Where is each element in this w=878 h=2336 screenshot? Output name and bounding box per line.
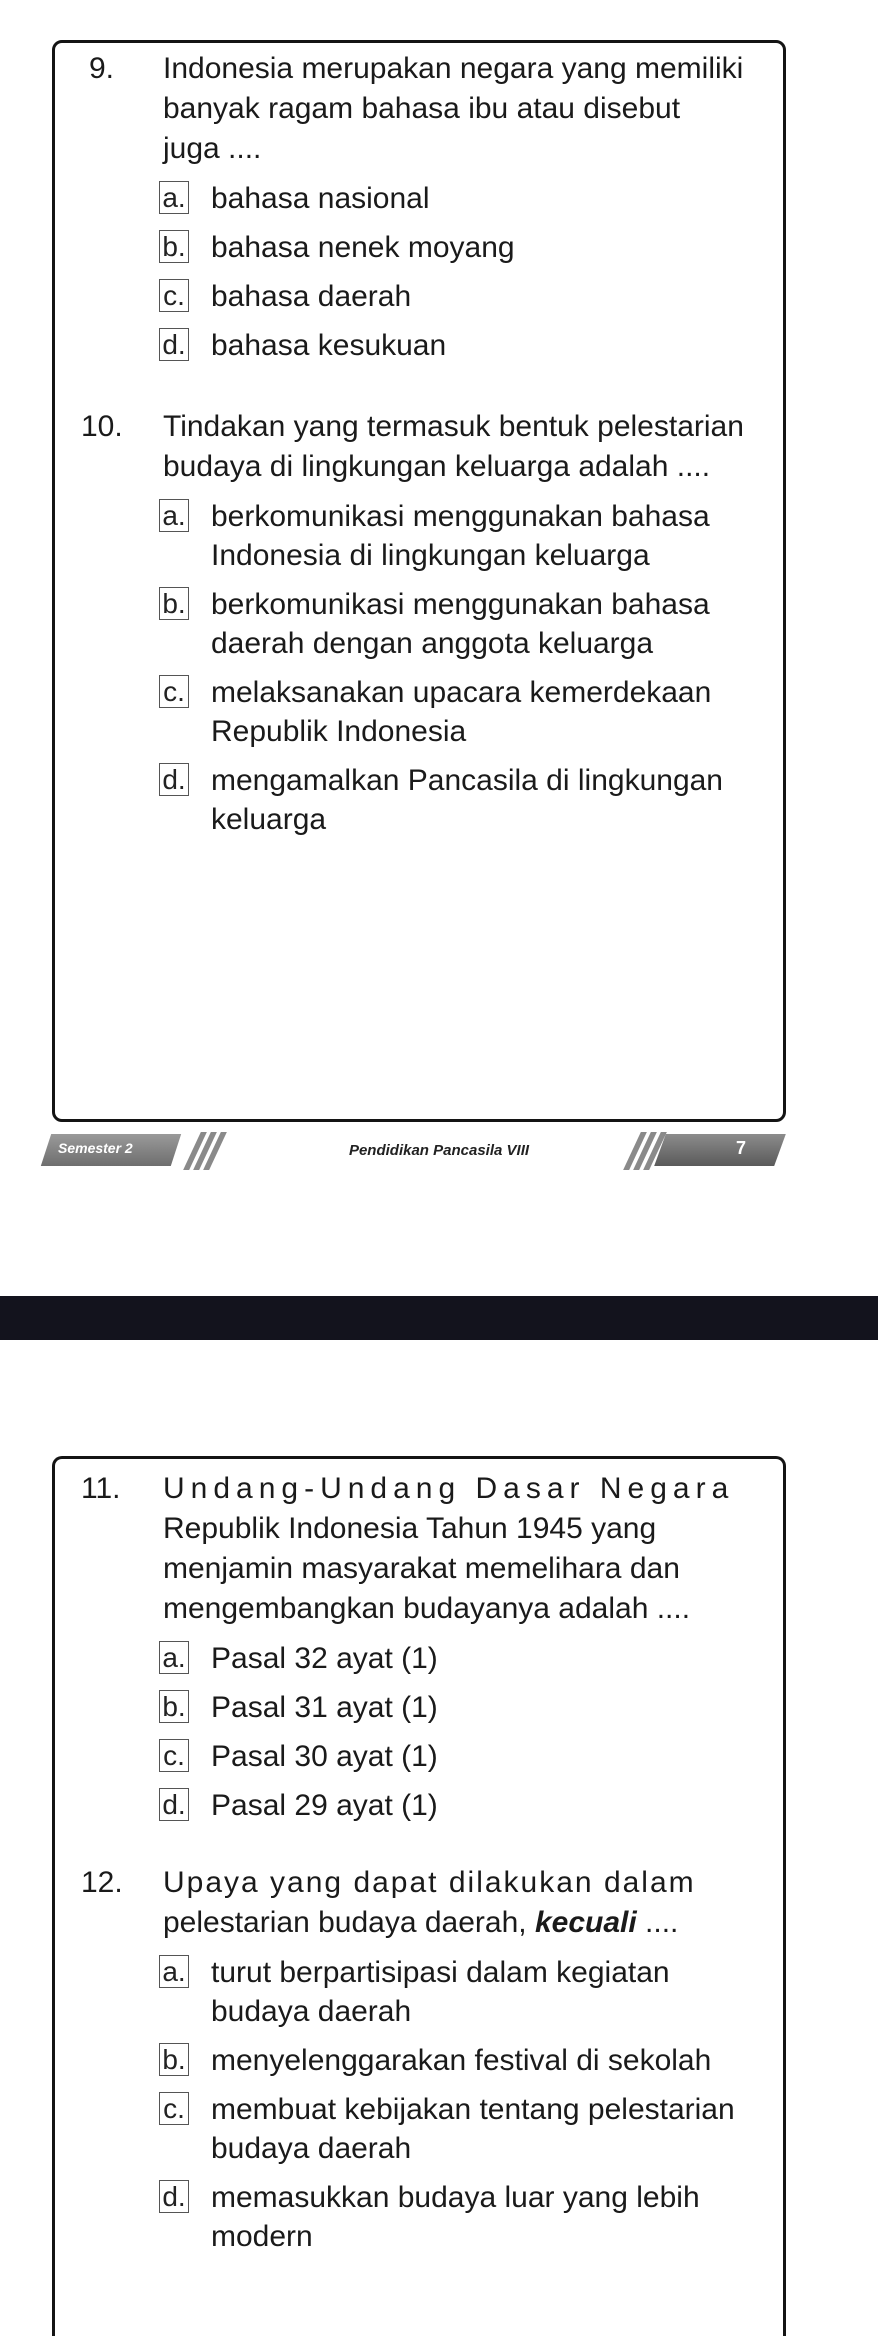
option-text: Pasal 29 ayat (1) [211,1789,438,1822]
option-letter-box: d. [159,1788,189,1821]
option-a[interactable] [55,1953,783,2031]
question-number: 11. [81,1472,121,1505]
option-b[interactable] [55,585,783,663]
question-11 [55,1469,783,1825]
option-a[interactable] [55,1639,783,1678]
option-letter-box: b. [159,1690,189,1723]
option-letter-box: b. [159,2043,189,2076]
option-b[interactable] [55,2041,783,2080]
book-title: Pendidikan Pancasila VIII [348,1142,530,1159]
stem-line: Indonesia merupakan negara yang memiliki [163,52,744,85]
option-letter-box: a. [159,1641,189,1674]
option-letter-box: a. [159,181,189,214]
option-text: bahasa daerah [211,280,412,313]
stem-line: Undang-Undang Dasar Negara [163,1472,735,1505]
option-letter-box: c. [159,2092,189,2125]
option-letter-box: d. [159,328,189,361]
question-10-stem [55,407,783,487]
option-text-line: berkomunikasi menggunakan bahasa [211,588,710,621]
option-text-line: berkomunikasi menggunakan bahasa [211,500,710,533]
stem-text: pelestarian budaya daerah, [163,1906,535,1939]
option-text: Pasal 31 ayat (1) [211,1691,438,1724]
option-letter-box: d. [159,763,189,796]
option-c[interactable] [55,277,783,316]
option-text-line: membuat kebijakan tentang pelestarian [211,2093,735,2126]
option-letter-box: d. [159,2180,189,2213]
option-text: bahasa nasional [211,182,430,215]
stem-line: mengembangkan budayanya adalah .... [163,1592,691,1625]
question-12 [55,1863,783,2256]
option-a[interactable] [55,497,783,575]
question-9 [55,49,783,365]
question-10 [55,407,783,839]
option-d[interactable] [55,761,783,839]
option-b[interactable] [55,228,783,267]
option-text: Pasal 30 ayat (1) [211,1740,438,1773]
stem-line: Tindakan yang termasuk bentuk pelestarian [163,410,744,443]
option-text-line: modern [211,2220,313,2253]
stem-line: banyak ragam bahasa ibu atau disebut [163,92,681,125]
option-text: Pasal 32 ayat (1) [211,1642,438,1675]
option-letter-box: c. [159,279,189,312]
stem-line: budaya di lingkungan keluarga adalah .... [163,450,711,483]
question-11-stem [55,1469,783,1629]
option-letter-box: b. [159,230,189,263]
page-footer [0,1126,878,1166]
emphasis-kecuali: kecuali [534,1906,637,1939]
option-c[interactable] [55,2090,783,2168]
option-d[interactable] [55,326,783,365]
option-b[interactable] [55,1688,783,1727]
option-d[interactable] [55,1786,783,1825]
page-number-tab [654,1134,786,1166]
semester-label: Semester 2 [58,1140,133,1156]
option-text-line: menyelenggarakan festival di sekolah [211,2044,712,2077]
option-c[interactable] [55,1737,783,1776]
stem-line: juga .... [163,132,262,165]
option-text-line: daerah dengan anggota keluarga [211,627,654,660]
option-text-line: budaya daerah [211,1995,412,2028]
stem-text: .... [636,1906,679,1939]
question-number: 10. [81,410,123,443]
option-text: bahasa nenek moyang [211,231,515,264]
option-letter-box: c. [159,675,189,708]
stem-line: Republik Indonesia Tahun 1945 yang [163,1512,657,1545]
stem-line-2 [163,1903,761,1943]
option-letter-box: c. [159,1739,189,1772]
question-9-stem [55,49,783,169]
option-text-line: Republik Indonesia [211,715,467,748]
question-card-page-7 [52,40,786,1122]
question-number: 12. [81,1866,123,1899]
option-text: bahasa kesukuan [211,329,447,362]
option-letter-box: a. [159,499,189,532]
option-text-line: memasukkan budaya luar yang lebih [211,2181,700,2214]
option-text-line: Indonesia di lingkungan keluarga [211,539,650,572]
page-divider [0,1296,878,1340]
question-12-stem [55,1863,783,1943]
option-a[interactable] [55,179,783,218]
option-text-line: turut berpartisipasi dalam kegiatan [211,1956,670,1989]
option-c[interactable] [55,673,783,751]
stem-line: Upaya yang dapat dilakukan dalam [163,1866,696,1899]
stem-line: menjamin masyarakat memelihara dan [163,1552,680,1585]
option-letter-box: b. [159,587,189,620]
page-number: 7 [736,1138,747,1158]
option-text-line: budaya daerah [211,2132,412,2165]
question-card-page-8 [52,1456,786,2336]
option-text-line: keluarga [211,803,327,836]
question-number: 9. [89,52,115,85]
option-d[interactable] [55,2178,783,2256]
option-letter-box: a. [159,1955,189,1988]
option-text-line: melaksanakan upacara kemerdekaan [211,676,712,709]
option-text-line: mengamalkan Pancasila di lingkungan [211,764,723,797]
